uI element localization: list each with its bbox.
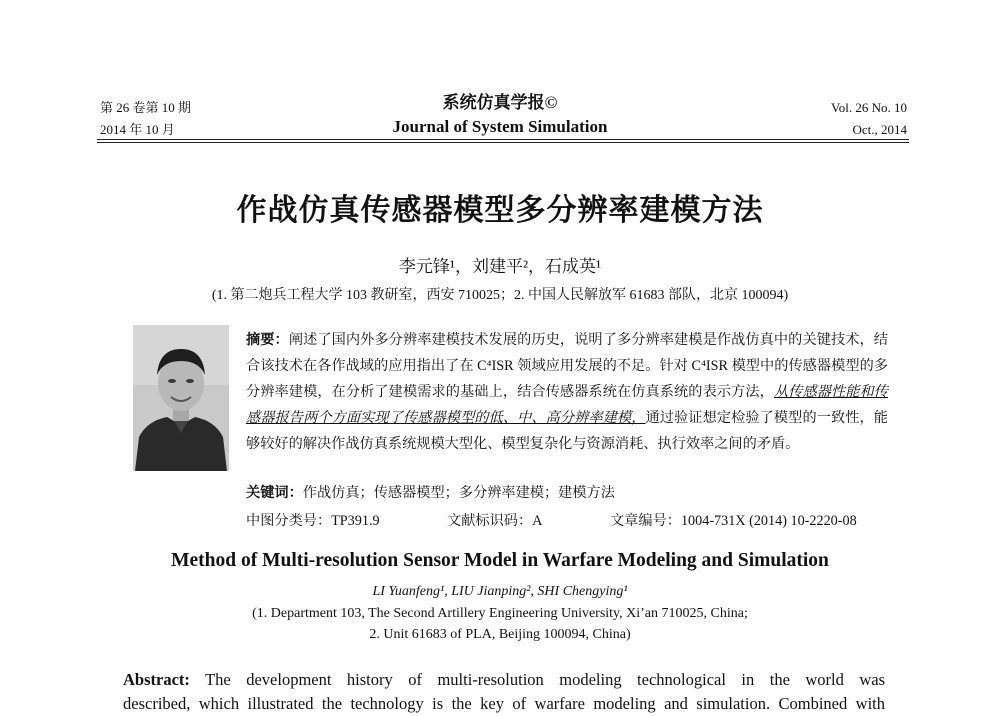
journal-name-en: Journal of System Simulation (392, 117, 608, 136)
authors-cn: 李元锋¹，刘建平²，石成英¹ (398, 257, 602, 276)
abstract-en-text-1: The development history of multi-resolution modeling technological in the world was (205, 670, 885, 689)
header-rule-top (97, 139, 909, 140)
paper-title-cn: 作战仿真传感器模型多分辨率建模方法 (236, 194, 764, 227)
abstract-label-en: Abstract: (123, 670, 190, 689)
abstract-en-line-2: described, which illustrated the technology is the key of warfare modeling and simulation. Combined with (123, 694, 885, 713)
journal-name-cn: 系统仿真学报© (442, 93, 558, 112)
abstract-cn (246, 327, 888, 457)
clc-number: 中图分类号：TP391.9 (246, 513, 380, 529)
affiliation-cn: (1. 第二炮兵工程大学 103 教研室，西安 710025；2. 中国人民解放军 61683 部队，北京 100094) (211, 288, 789, 303)
keywords-list-cn: 作战仿真；传感器模型；多分辨率建模；建模方法 (302, 485, 615, 501)
affiliation-en-2: 2. Unit 61683 of PLA, Beijing 100094, China) (369, 627, 631, 642)
document-code: 文献标识码：A (447, 513, 543, 529)
paper-title-en: Method of Multi-resolution Sensor Model in Warfare Modeling and Simulation (171, 550, 829, 571)
abstract-label-cn: 摘要： (246, 332, 289, 348)
affiliation-en-1: (1. Department 103, The Second Artillery Engineering University, Xi’an 710025, China; (252, 606, 748, 621)
authors-en: LI Yuanfeng¹, LIU Jianping², SHI Chengying¹ (372, 584, 628, 599)
abstract-cn-emphasis: 从传感器性能和传感器报告两个方面实现了传感器模型的低、中、高分辨率建模， (246, 384, 888, 426)
volume-issue-en: Vol. 26 No. 10 (831, 100, 907, 115)
keywords-cn (246, 482, 615, 502)
abstract-cn-part-2: 通过验证想定检验了模型的一致性，能够较好的解决作战仿真系统规模大型化、模型复杂化与资源消耗、执行效率之间的矛盾。 (246, 410, 888, 452)
author-photo (133, 325, 229, 471)
date-en: Oct., 2014 (852, 122, 907, 137)
header-rule-bottom (97, 142, 909, 143)
date-cn: 2014 年 10 月 (100, 122, 175, 137)
article-number: 文章编号：1004-731X (2014) 10-2220-08 (610, 513, 857, 529)
keywords-label-cn: 关键词： (246, 485, 303, 501)
abstract-cn-part-1: 阐述了国内外多分辨率建模技术发展的历史，说明了多分辨率建模是作战仿真中的关键技术，结合该技术在各作战域的应用指出了在 C⁴ISR 领域应用发展的不足。针对 C⁴ISR 模型中的传感器模型的多分辨率建模，在分析了建模需求的基础上，结合传感器系统在仿真系统的表示方法， (246, 332, 888, 400)
volume-issue-cn: 第 26 卷第 10 期 (100, 100, 192, 115)
abstract-en-line-1 (123, 668, 885, 692)
